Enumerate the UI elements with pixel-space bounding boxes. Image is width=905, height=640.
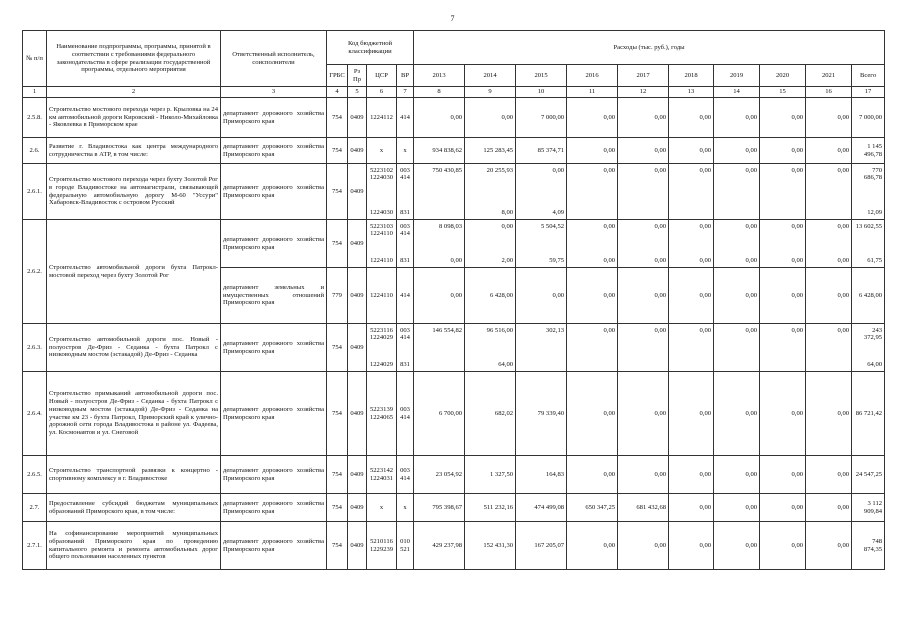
row-vr: 414 (397, 268, 414, 324)
budget-table (22, 30, 885, 570)
row-grbs: 754 (327, 456, 348, 494)
row-name: На софинансирование мероприятий муниципальных образований Приморского края по проведению капитального ремонта и ремонта автомобильных дорог общего пользования населенных пунктов (47, 522, 221, 570)
year-value: 511 232,16 (465, 494, 516, 522)
year-value: 0,00 (618, 456, 669, 494)
row-csr: х (367, 494, 397, 522)
year-value: 164,83 (516, 456, 567, 494)
row-num: 2.6.4. (23, 372, 47, 456)
code-value: 5223139 (369, 405, 394, 413)
value-secondary: 61,75 (867, 256, 883, 264)
row-executor: департамент дорожного хозяйства Приморского края (221, 372, 327, 456)
row-name: Строительство мостового перехода через р. Крыловка на 24 км автомобильной дороги Кировский - Николо-Михайловка - Яковлевка в Приморском крае (47, 98, 221, 138)
column-number: 1 (23, 87, 47, 98)
code-value: 1224065 (369, 413, 394, 421)
year-value (806, 164, 852, 220)
year-value: 650 347,25 (567, 494, 618, 522)
column-number: 9 (465, 87, 516, 98)
value-main: 20 255,93 (486, 166, 514, 174)
header-year: 2020 (760, 65, 806, 87)
year-value (414, 220, 465, 268)
year-value: 0,00 (567, 268, 618, 324)
code-value: 831 (400, 256, 410, 264)
total-value: 24 547,25 (852, 456, 885, 494)
year-value (806, 324, 852, 372)
year-value (760, 164, 806, 220)
row-num: 2.6. (23, 138, 47, 164)
year-value: 7 000,00 (516, 98, 567, 138)
year-value (714, 164, 760, 220)
year-value (567, 220, 618, 268)
total-value: 3 112 909,84 (852, 494, 885, 522)
row-rzpr: 0409 (348, 268, 367, 324)
header-rzpr: Рз Пр (348, 65, 367, 87)
year-value: 0,00 (760, 372, 806, 456)
code-value: 1224110 (370, 256, 393, 264)
row-num: 2.7. (23, 494, 47, 522)
row-rzpr: 0409 (348, 324, 367, 372)
code-value: 1224030 (369, 208, 394, 216)
header-year: 2019 (714, 65, 760, 87)
page-number: 7 (450, 14, 455, 23)
value-main: 0,00 (603, 222, 616, 230)
year-value: 0,00 (806, 98, 852, 138)
total-value (852, 220, 885, 268)
table-row (23, 164, 885, 220)
code-value: 414 (400, 230, 410, 238)
row-rzpr: 0409 (348, 220, 367, 268)
year-value (714, 220, 760, 268)
row-rzpr: 0409 (348, 372, 367, 456)
row-executor: департамент земельных и имущественных отношений Приморского края (221, 268, 327, 324)
year-value (516, 324, 567, 372)
value-main: 0,00 (837, 222, 850, 230)
table-row (23, 138, 885, 164)
year-value: 0,00 (669, 522, 714, 570)
year-value (714, 324, 760, 372)
value-secondary: 0,00 (654, 256, 667, 264)
year-value: 0,00 (714, 98, 760, 138)
year-value (567, 164, 618, 220)
row-grbs: 754 (327, 372, 348, 456)
column-number: 3 (221, 87, 327, 98)
table-row (23, 98, 885, 138)
year-value: 0,00 (618, 138, 669, 164)
header-name: Наименование подпрограммы, программы, принятой в соответствии с требованиями федерального законодательства в сфере реализации государственной программы, отдельного мероприятия (47, 31, 221, 87)
header-csr: ЦСР (367, 65, 397, 87)
table-row (23, 372, 885, 456)
row-grbs: 754 (327, 98, 348, 138)
code-cell (367, 372, 397, 456)
value-secondary: 4,09 (552, 208, 565, 216)
year-value: 6 700,00 (414, 372, 465, 456)
code-value: 831 (400, 208, 410, 216)
year-value: 79 339,40 (516, 372, 567, 456)
code-value: 414 (400, 334, 410, 342)
value-main: 0,00 (603, 326, 616, 334)
row-num: 2.5.8. (23, 98, 47, 138)
header-year: 2018 (669, 65, 714, 87)
value-main: 0,00 (791, 326, 804, 334)
total-value: 7 000,00 (852, 98, 885, 138)
value-main: 770 686,78 (863, 166, 883, 182)
year-value: 0,00 (465, 98, 516, 138)
year-value: 682,02 (465, 372, 516, 456)
year-value: 0,00 (760, 268, 806, 324)
year-value: 0,00 (567, 522, 618, 570)
year-value: 85 374,71 (516, 138, 567, 164)
value-secondary: 64,00 (498, 360, 514, 368)
value-main: 5 504,52 (540, 222, 565, 230)
year-value: 6 428,00 (465, 268, 516, 324)
table-row (23, 522, 885, 570)
code-value: 1229239 (369, 545, 394, 553)
year-value (618, 220, 669, 268)
year-value (760, 324, 806, 372)
year-value: 0,00 (567, 138, 618, 164)
row-num: 2.7.1. (23, 522, 47, 570)
value-main: 0,00 (654, 326, 667, 334)
total-value: 1 145 496,78 (852, 138, 885, 164)
total-value: 86 721,42 (852, 372, 885, 456)
row-name: Строительство автомобильной дороги бухта Патрокл-мостовой переход через бухту Золотой Рог (47, 220, 221, 324)
row-grbs: 754 (327, 138, 348, 164)
year-value (465, 164, 516, 220)
row-executor: департамент дорожного хозяйства Приморского края (221, 456, 327, 494)
year-value: 125 283,45 (465, 138, 516, 164)
year-value (516, 220, 567, 268)
year-value: 0,00 (618, 268, 669, 324)
code-cell (397, 522, 414, 570)
year-value: 0,00 (806, 522, 852, 570)
year-value: 0,00 (714, 372, 760, 456)
code-value: 1224030 (369, 174, 394, 182)
column-number: 8 (414, 87, 465, 98)
code-cell (397, 456, 414, 494)
value-secondary: 0,00 (603, 256, 616, 264)
row-grbs: 754 (327, 494, 348, 522)
code-cell (367, 220, 397, 268)
row-executor: департамент дорожного хозяйства Приморского края (221, 138, 327, 164)
row-executor: департамент дорожного хозяйства Приморского края (221, 164, 327, 220)
year-value: 0,00 (669, 98, 714, 138)
total-value: 6 428,00 (852, 268, 885, 324)
row-rzpr: 0409 (348, 522, 367, 570)
row-rzpr: 0409 (348, 138, 367, 164)
code-value: 003 (400, 326, 410, 334)
value-main: 0,00 (501, 222, 514, 230)
year-value (567, 324, 618, 372)
code-value: 003 (400, 166, 410, 174)
code-value: 414 (400, 474, 410, 482)
year-value: 0,00 (669, 138, 714, 164)
value-main: 0,00 (699, 326, 712, 334)
value-main: 0,00 (654, 222, 667, 230)
code-value: 003 (400, 466, 410, 474)
row-name: Строительство примыканий автомобильной дороги пос. Новый - полуостров Де-Фриз - Седанка - бухта Патрокл с низководным мостом (эстакадой) Де-Фриз - Седанка на участке км 23 - бухта Патрокл, Приморский край к улично-дорожной сети города Владивостока в районе ул. Фадеева, ул. Космонавтов и ул. Снеговой (47, 372, 221, 456)
column-number: 17 (852, 87, 885, 98)
year-value: 0,00 (714, 456, 760, 494)
header-year: 2017 (618, 65, 669, 87)
year-value: 0,00 (669, 372, 714, 456)
row-vr: х (397, 494, 414, 522)
year-value: 0,00 (714, 138, 760, 164)
year-value: 0,00 (806, 494, 852, 522)
code-value: 010 (400, 537, 410, 545)
total-value: 748 874,35 (852, 522, 885, 570)
code-value: 003 (400, 222, 410, 230)
row-num: 2.6.5. (23, 456, 47, 494)
year-value: 0,00 (714, 522, 760, 570)
year-value (465, 324, 516, 372)
year-value: 1 327,50 (465, 456, 516, 494)
column-number: 13 (669, 87, 714, 98)
column-number: 2 (47, 87, 221, 98)
code-value: 1224031 (369, 474, 394, 482)
value-main: 0,00 (654, 166, 667, 174)
year-value: 0,00 (760, 138, 806, 164)
year-value: 0,00 (669, 268, 714, 324)
header-grbs: ГРБС (327, 65, 348, 87)
year-value (618, 164, 669, 220)
code-value: 521 (400, 545, 410, 553)
code-cell (397, 164, 414, 220)
year-value: 0,00 (618, 372, 669, 456)
year-value: 0,00 (760, 522, 806, 570)
header-budget-code: Код бюджетной классификации (327, 31, 414, 65)
code-cell (367, 324, 397, 372)
row-num: 2.6.1. (23, 164, 47, 220)
row-executor: департамент дорожного хозяйства Приморского края (221, 494, 327, 522)
code-cell (397, 372, 414, 456)
year-value: 0,00 (669, 494, 714, 522)
row-csr: 1224112 (367, 98, 397, 138)
column-numbers-row (23, 87, 885, 98)
code-value: 5223116 (370, 326, 393, 334)
table-row (23, 324, 885, 372)
code-cell (367, 522, 397, 570)
code-value: 414 (400, 413, 410, 421)
value-secondary: 0,00 (745, 256, 758, 264)
value-secondary: 0,00 (791, 256, 804, 264)
row-rzpr: 0409 (348, 98, 367, 138)
year-value: 681 432,68 (618, 494, 669, 522)
code-value: 5223102 (369, 166, 394, 174)
year-value (760, 220, 806, 268)
year-value: 0,00 (567, 456, 618, 494)
value-main: 0,00 (699, 166, 712, 174)
code-value: 1224029 (369, 334, 394, 342)
value-main: 302,13 (545, 326, 565, 334)
column-number: 5 (348, 87, 367, 98)
header-num: № п/п (23, 31, 47, 87)
row-grbs: 779 (327, 268, 348, 324)
year-value: 0,00 (414, 268, 465, 324)
year-value: 0,00 (567, 372, 618, 456)
code-cell (367, 164, 397, 220)
year-value: 0,00 (714, 268, 760, 324)
year-value: 0,00 (414, 98, 465, 138)
row-num: 2.6.3. (23, 324, 47, 372)
header-total: Всего (852, 65, 885, 87)
year-value: 167 205,07 (516, 522, 567, 570)
year-value: 0,00 (760, 456, 806, 494)
code-value: 5223142 (369, 466, 394, 474)
row-grbs: 754 (327, 164, 348, 220)
header-year: 2021 (806, 65, 852, 87)
column-number: 4 (327, 87, 348, 98)
column-number: 11 (567, 87, 618, 98)
column-number: 16 (806, 87, 852, 98)
year-value (806, 220, 852, 268)
code-value: 1224029 (369, 360, 394, 368)
value-main: 0,00 (837, 326, 850, 334)
year-value: 0,00 (806, 268, 852, 324)
column-number: 14 (714, 87, 760, 98)
row-vr: х (397, 138, 414, 164)
value-secondary: 64,00 (867, 360, 883, 368)
code-value: 5210116 (370, 537, 393, 545)
value-main: 0,00 (745, 166, 758, 174)
value-secondary: 0,00 (699, 256, 712, 264)
header-year: 2016 (567, 65, 618, 87)
header-executor: Ответственный исполнитель, соисполнители (221, 31, 327, 87)
year-value: 152 431,30 (465, 522, 516, 570)
value-main: 0,00 (837, 166, 850, 174)
column-number: 6 (367, 87, 397, 98)
row-num: 2.6.2. (23, 220, 47, 324)
table-row (23, 456, 885, 494)
value-secondary: 59,75 (549, 256, 565, 264)
row-csr: 1224110 (367, 268, 397, 324)
value-main: 0,00 (791, 222, 804, 230)
row-grbs: 754 (327, 324, 348, 372)
row-executor: департамент дорожного хозяйства Приморского края (221, 522, 327, 570)
code-value: 414 (400, 174, 410, 182)
value-secondary: 0,00 (837, 256, 850, 264)
row-executor: департамент дорожного хозяйства Приморского края (221, 220, 327, 268)
value-main: 0,00 (603, 166, 616, 174)
row-rzpr: 0409 (348, 494, 367, 522)
year-value: 23 054,92 (414, 456, 465, 494)
value-main: 146 554,82 (432, 326, 463, 334)
year-value: 795 398,67 (414, 494, 465, 522)
row-name: Строительство транспортной развязки к концертно - спортивному комплексу в г. Владивостоке (47, 456, 221, 494)
row-name: Предоставление субсидий бюджетам муниципальных образований Приморского края, в том числе: (47, 494, 221, 522)
value-main: 13 602,55 (855, 222, 883, 230)
value-main: 0,00 (745, 222, 758, 230)
year-value: 0,00 (806, 138, 852, 164)
header-year: 2014 (465, 65, 516, 87)
year-value: 0,00 (760, 494, 806, 522)
year-value (618, 324, 669, 372)
value-secondary: 0,00 (450, 256, 463, 264)
value-secondary: 8,00 (501, 208, 514, 216)
row-executor: департамент дорожного хозяйства Приморского края (221, 98, 327, 138)
code-value: 1224110 (370, 230, 393, 238)
row-name: Строительство автомобильной дороги пос. Новый - полуостров Де-Фриз - Седанка - бухта Патрокл с низководным мостом (эстакадой) Де-Фриз - Седанка (47, 324, 221, 372)
value-main: 0,00 (791, 166, 804, 174)
row-grbs: 754 (327, 220, 348, 268)
year-value (465, 220, 516, 268)
row-executor: департамент дорожного хозяйства Приморского края (221, 324, 327, 372)
value-secondary: 12,09 (867, 208, 883, 216)
year-value: 0,00 (618, 522, 669, 570)
year-value: 474 499,08 (516, 494, 567, 522)
year-value (669, 220, 714, 268)
year-value: 0,00 (806, 456, 852, 494)
header-vr: ВР (397, 65, 414, 87)
year-value: 429 237,98 (414, 522, 465, 570)
row-grbs: 754 (327, 522, 348, 570)
row-vr: 414 (397, 98, 414, 138)
value-main: 0,00 (699, 222, 712, 230)
code-cell (397, 220, 414, 268)
year-value (669, 164, 714, 220)
row-csr: х (367, 138, 397, 164)
year-value: 0,00 (760, 98, 806, 138)
table-row (23, 494, 885, 522)
year-value: 0,00 (618, 98, 669, 138)
year-value: 0,00 (669, 456, 714, 494)
code-value: 5223103 (369, 222, 394, 230)
year-value: 0,00 (806, 372, 852, 456)
year-value: 0,00 (567, 98, 618, 138)
header-year: 2015 (516, 65, 567, 87)
value-secondary: 2,00 (501, 256, 514, 264)
value-main: 0,00 (552, 166, 565, 174)
code-cell (397, 324, 414, 372)
column-number: 15 (760, 87, 806, 98)
row-rzpr: 0409 (348, 456, 367, 494)
value-main: 96 516,00 (486, 326, 514, 334)
year-value (669, 324, 714, 372)
year-value: 934 838,62 (414, 138, 465, 164)
column-number: 7 (397, 87, 414, 98)
header-year: 2013 (414, 65, 465, 87)
code-value: 003 (400, 405, 410, 413)
total-value (852, 324, 885, 372)
year-value: 0,00 (516, 268, 567, 324)
total-value (852, 164, 885, 220)
column-number: 12 (618, 87, 669, 98)
header-expenses: Расходы (тыс. руб.), годы (414, 31, 885, 65)
value-main: 750 430,85 (432, 166, 463, 174)
value-main: 243 372,95 (863, 326, 883, 342)
value-main: 0,00 (745, 326, 758, 334)
year-value (414, 324, 465, 372)
year-value: 0,00 (714, 494, 760, 522)
year-value (516, 164, 567, 220)
code-cell (367, 456, 397, 494)
code-value: 831 (400, 360, 410, 368)
row-name: Строительство мостового перехода через бухту Золотой Рог в городе Владивостоке на автомагистрали, связывающей федеральную автомобильную дорогу М-60 "Уссури" Хабаровск-Владивосток с островом Русский (47, 164, 221, 220)
year-value (414, 164, 465, 220)
column-number: 10 (516, 87, 567, 98)
row-rzpr: 0409 (348, 164, 367, 220)
row-name: Развитие г. Владивостока как центра международного сотрудничества в АТР, в том числе: (47, 138, 221, 164)
table-row (23, 220, 885, 268)
value-main: 8 098,03 (438, 222, 463, 230)
